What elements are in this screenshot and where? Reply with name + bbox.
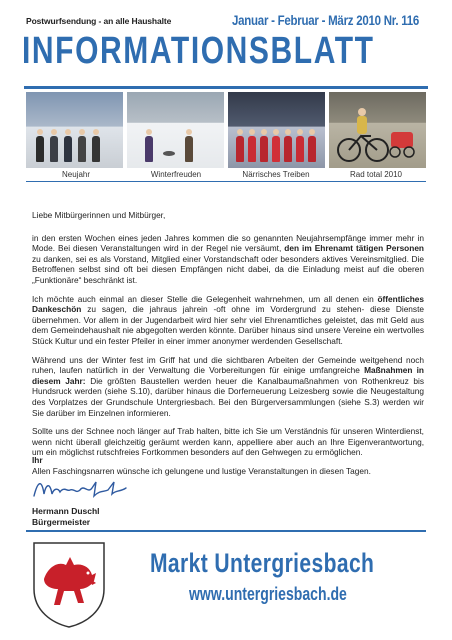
signature xyxy=(30,476,130,504)
signer-title: Bürgermeister xyxy=(32,517,91,527)
page-title: INFORMATIONSBLATT xyxy=(22,30,375,72)
paragraph-4: Sollte uns der Schnee noch länger auf Trab halten, bitte ich Sie um Verständnis für unseren Winterdienst, wenn nicht überall gleichzeitig geräumt werden kann, appelliere aber auch an Ihre Eigenverantwortung, um ein möglichst rutschfreies Fortkommen besonders auf den Gehwegen zu ermöglichen. xyxy=(32,426,424,458)
paragraph-2: Ich möchte auch einmal an dieser Stelle die Gelegenheit wahrnehmen, um all denen ein öffentliches Dankeschön zu sagen, die jahraus jahrein -oft ohne im Vordergrund zu stehen- diese Dienste übernehmen. Vor allem in der Jugendarbeit wird hier sehr viel Ehrenamtliches geleistet, das mit Geld aus dem Gemeindehaushalt nie abgegolten werden könnte. Darüber hinaus sind unsere Vereine ein wertvolles Stück Kultur und ein fester Pfeiler in einer immer anonymer werdenden Gesellschaft. xyxy=(32,293,424,346)
photo-winterfreuden xyxy=(127,92,224,168)
postwurf-label: Postwurfsendung - an alle Haushalte xyxy=(26,16,172,26)
signer xyxy=(32,506,100,528)
caption-divider xyxy=(26,181,426,182)
photo-rad-total xyxy=(329,92,426,168)
photo-captions xyxy=(26,170,426,179)
closing: Ihr xyxy=(32,455,43,465)
letter-body xyxy=(32,210,424,484)
photo-neujahr xyxy=(26,92,123,168)
caption-winterfreuden: Winterfreuden xyxy=(150,170,202,179)
paragraph-1: in den ersten Wochen eines jeden Jahres kommen die so genannten Neujahrsempfänge immer mehr in Mode. Bei diesen Veranstaltungen wird in der Regel nie versäumt, den im Ehrenamt tätigen Personen zu danken, sei es als Vorstand, Mitglied einer Vorstandschaft oder besonders aktives Vereinsmitglied. Die Betroffenen selbst sind oft bei diesen Empfängen nicht dabei, da die Einladung meist auf die oberen „Funktionäre“ beschränkt ist. xyxy=(32,232,424,285)
paragraph-5: Allen Faschingsnarren wünsche ich gelungene und lustige Veranstaltungen in diesen Tagen. xyxy=(32,465,371,476)
caption-neujahr: Neujahr xyxy=(61,170,90,179)
caption-rad-total: Rad total 2010 xyxy=(349,170,403,179)
signer-name: Hermann Duschl xyxy=(32,506,100,516)
market-name: Markt Untergriesbach xyxy=(150,548,375,578)
title-divider xyxy=(24,86,428,89)
issue-date: Januar - Februar - März 2010 Nr. 116 xyxy=(232,12,420,28)
greeting: Liebe Mitbürgerinnen und Mitbürger, xyxy=(32,210,166,220)
footer-divider xyxy=(26,530,426,532)
photo-strip xyxy=(26,92,426,168)
website-link[interactable]: www.untergriesbach.de xyxy=(189,584,347,604)
photo-naerrisches-treiben xyxy=(228,92,325,168)
caption-naerrisches-treiben: Närrisches Treiben xyxy=(242,170,310,179)
coat-of-arms-icon xyxy=(30,539,108,629)
paragraph-3: Während uns der Winter fest im Griff hat und die sichtbaren Arbeiten der Gemeinde weitgehend noch ruhen, laufen natürlich in der Verwaltung die Vorbereitungen für einige umfangreiche Maßnahmen in diesem Jahr: Die größten Baustellen werden heuer die Kanalbaumaßnahmen von Rothenkreuz bis Hundsruck werden (siehe S.10), darüber hinaus die Dorferneuerung Leizesberg sowie die Neugestaltung des Vorplatzes der Grundschule Untergriesbach. Bei den Bürgerversammlungen (siehe S.3) werden wir Sie darüber im Einzelnen informieren. xyxy=(32,354,425,418)
